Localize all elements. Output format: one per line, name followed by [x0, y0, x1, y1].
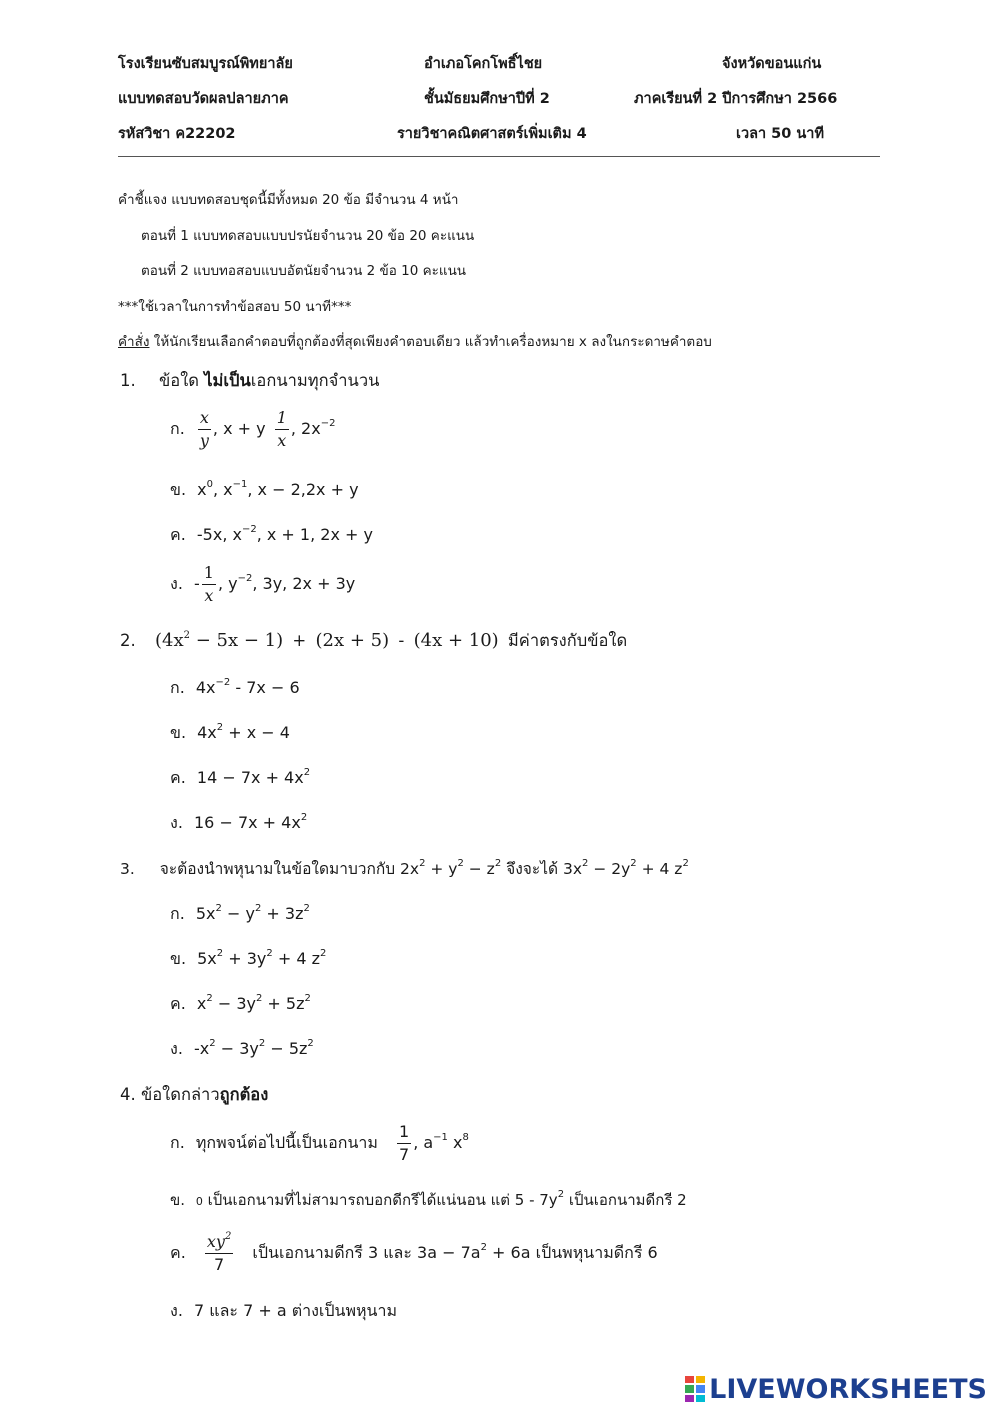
option-label: ก. [170, 904, 185, 923]
math-expression: (2x + 5) [315, 630, 390, 651]
exponent: 2 [255, 993, 263, 1004]
option-text: x [197, 480, 207, 499]
option-label: ง. [170, 1039, 183, 1058]
option-text: - 7x − 6 [230, 678, 300, 697]
option-label: ง. [170, 574, 183, 593]
exponent: 2 [304, 993, 311, 1004]
option-text: + 4 z [272, 949, 321, 968]
exponent: 2 [216, 948, 224, 959]
option-text: 0 [195, 1195, 203, 1208]
exponent: 2 [303, 767, 311, 778]
numerator: 1 [397, 1124, 411, 1144]
command-label: คำสั่ง [118, 334, 150, 350]
option-text: , x − 2,2x + y [247, 480, 359, 499]
option-text: x [447, 1133, 463, 1152]
exponent: 2 [215, 903, 222, 914]
fraction [202, 565, 216, 604]
province: จังหวัดขอนแก่น [722, 56, 822, 72]
q2-option-c[interactable] [170, 766, 310, 791]
course-code: รหัสวิชา ค22202 [118, 126, 236, 142]
question-text: + 4 z [636, 860, 683, 878]
q1-option-a[interactable] [170, 410, 335, 449]
question-4 [120, 1082, 268, 1108]
instruction-line-2: ตอนที่ 1 แบบทดสอบแบบปรนัยจำนวน 20 ข้อ 20 คะแนน [141, 228, 475, 244]
question-2 [120, 628, 627, 654]
semester: ภาคเรียนที่ 2 ปีการศึกษา 2566 [634, 91, 838, 107]
question-3 [120, 856, 689, 881]
exponent: 2 [224, 1231, 232, 1242]
exponent: 2 [183, 630, 191, 641]
expr-part: (4x [155, 630, 184, 651]
exponent: −1 [433, 1132, 448, 1143]
math-expression [155, 630, 283, 651]
numerator-text: xy [206, 1232, 225, 1251]
q4-option-c[interactable] [170, 1231, 658, 1274]
option-label: ก. [170, 419, 185, 438]
exponent: −2 [237, 573, 253, 584]
q2-option-b[interactable] [170, 721, 290, 746]
exponent: 2 [557, 1189, 565, 1200]
option-text: + x − 4 [223, 723, 290, 742]
question-emphasis: ไม่เป็น [204, 371, 251, 390]
exponent: −1 [232, 479, 248, 490]
plus-sign: + [292, 631, 307, 650]
exponent: 2 [582, 858, 589, 869]
option-text: เป็นเอกนามดีกรี 3 และ 3a − 7a [252, 1243, 481, 1262]
q1-option-d[interactable] [170, 565, 355, 604]
exponent: 2 [457, 858, 464, 869]
exponent: 2 [682, 858, 689, 869]
option-text: − 5z [265, 1039, 308, 1058]
question-text: เอกนามทุกจำนวน [250, 371, 380, 390]
question-emphasis: ถูกต้อง [219, 1085, 269, 1104]
district: อำเภอโคกโพธิ์ไชย [424, 56, 543, 72]
exponent: 2 [216, 722, 224, 733]
exponent: −2 [320, 418, 336, 429]
q2-option-d[interactable] [170, 811, 307, 836]
command-text: ให้นักเรียนเลือกคำตอบที่ถูกต้องที่สุดเพียงคำตอบเดียว แล้วทำเครื่องหมาย x ลงในกระดาษคำตอบ [149, 334, 712, 350]
q3-option-b[interactable] [170, 947, 326, 972]
option-label: ค. [170, 768, 186, 787]
exponent: 2 [258, 1038, 266, 1049]
question-number: 1. [120, 371, 136, 390]
question-text: + y [425, 860, 458, 878]
exponent: 2 [307, 1038, 314, 1049]
exponent: 2 [419, 858, 426, 869]
exponent: 0 [206, 479, 213, 490]
q3-option-a[interactable] [170, 902, 310, 927]
fraction [275, 410, 289, 449]
option-text: -x [194, 1039, 210, 1058]
option-text: + 3y [223, 949, 267, 968]
option-text: − 3y [212, 994, 256, 1013]
option-text: 14 − 7x + 4x [196, 768, 304, 787]
liveworksheets-logo [685, 1373, 987, 1405]
option-text: เป็นเอกนามดีกรี 2 [564, 1191, 687, 1209]
exponent: 2 [303, 903, 310, 914]
minus-sign: - [398, 631, 405, 650]
option-label: ง. [170, 813, 183, 832]
exponent: 2 [266, 948, 273, 959]
question-text: มีค่าตรงกับข้อใด [507, 631, 628, 650]
option-label: ข. [170, 1191, 186, 1209]
question-number: 3. [120, 860, 135, 878]
option-label: ค. [170, 994, 186, 1013]
logo-mark-icon [685, 1376, 705, 1402]
school-name: โรงเรียนซับสมบูรณ์พิทยาลัย [118, 56, 293, 72]
q1-option-c[interactable] [170, 523, 373, 548]
option-text: 7 และ 7 + a ต่างเป็นพหุนาม [194, 1301, 398, 1320]
option-text: , x + y [212, 419, 266, 438]
option-label: ค. [170, 525, 186, 544]
option-label: ง. [170, 1301, 183, 1320]
option-text: − 3y [215, 1039, 259, 1058]
q1-option-b[interactable] [170, 478, 359, 503]
exponent: 2 [630, 858, 637, 869]
option-label: ข. [170, 949, 187, 968]
option-text: x [196, 994, 207, 1013]
instruction-line-1: คำชี้แจง แบบทดสอบชุดนี้มีทั้งหมด 20 ข้อ มีจำนวน 4 หน้า [118, 192, 459, 208]
option-text: , a [413, 1133, 434, 1152]
question-text: 4. ข้อใดกล่าว [120, 1085, 220, 1104]
denominator: x [204, 586, 214, 605]
math-expression: (4x + 10) [413, 630, 499, 651]
question-1 [120, 368, 379, 394]
option-text: ทุกพจน์ต่อไปนี้เป็นเอกนาม [195, 1133, 378, 1152]
expr-part: − 5x − 1) [190, 630, 284, 651]
numerator [205, 1231, 233, 1254]
command-line [118, 330, 712, 352]
option-text: 4x [197, 723, 217, 742]
fraction [205, 1231, 233, 1274]
exponent: 2 [320, 948, 327, 959]
option-label: ข. [170, 480, 187, 499]
option-label: ก. [170, 1133, 185, 1152]
option-label: ค. [170, 1243, 186, 1262]
denominator: 7 [214, 1255, 225, 1274]
time-limit: เวลา 50 นาที [736, 126, 825, 142]
exam-title: แบบทดสอบวัดผลปลายภาค [118, 91, 289, 107]
instruction-line-3: ตอนที่ 2 แบบทอสอบแบบอัตนัยจำนวน 2 ข้อ 10 คะแนน [141, 263, 467, 279]
exponent: 8 [462, 1132, 469, 1143]
q4-option-b[interactable] [170, 1188, 687, 1212]
denominator: x [277, 431, 287, 450]
fraction [198, 410, 211, 449]
option-text: 5x [197, 949, 217, 968]
option-text: , x + 1, 2x + y [256, 525, 373, 544]
exponent: 2 [480, 1242, 487, 1253]
course-name: รายวิชาคณิตศาสตร์เพิ่มเติม 4 [397, 126, 587, 142]
option-text: เป็นเอกนามที่ไม่สามารถบอกดีกรีได้แน่นอน แต่ 5 - 7y [202, 1191, 558, 1209]
numerator: 1 [275, 410, 289, 430]
option-text: 5x [195, 904, 216, 923]
option-text: 16 − 7x + 4x [194, 813, 301, 832]
option-text: , x [212, 480, 233, 499]
option-label: ก. [170, 678, 185, 697]
question-text: ข้อใด [159, 371, 205, 390]
option-text: + 3z [261, 904, 304, 923]
numerator: x [198, 410, 211, 430]
question-text: − 2y [588, 860, 631, 878]
exponent: 2 [494, 858, 502, 869]
q3-option-d[interactable] [170, 1037, 314, 1062]
question-number: 2. [120, 631, 136, 650]
denominator: 7 [399, 1145, 410, 1164]
denominator: y [199, 431, 209, 450]
option-text: , 2x [290, 419, 321, 438]
q3-option-c[interactable] [170, 992, 311, 1017]
option-label: ข. [170, 723, 187, 742]
q4-option-a[interactable] [170, 1124, 469, 1163]
q4-option-d[interactable] [170, 1299, 397, 1324]
header-divider [118, 156, 880, 157]
numerator: 1 [202, 565, 216, 585]
instruction-line-4: ***ใช้เวลาในการทำข้อสอบ 50 นาที*** [118, 299, 352, 315]
exponent: 2 [300, 812, 308, 823]
exponent: 2 [206, 993, 213, 1004]
q2-option-a[interactable] [170, 676, 300, 701]
option-text: , 3y, 2x + 3y [252, 574, 356, 593]
minus-sign: - [194, 574, 200, 593]
exponent: 2 [254, 903, 262, 914]
option-text: + 5z [262, 994, 305, 1013]
option-text: 4x [195, 678, 216, 697]
option-text: , y [217, 574, 238, 593]
question-text: − z [463, 860, 495, 878]
logo-text: LIVEWORKSHEETS [709, 1373, 987, 1405]
grade-level: ชั้นมัธยมศึกษาปีที่ 2 [424, 91, 550, 107]
exponent: 2 [209, 1038, 216, 1049]
exponent: −2 [215, 677, 231, 688]
option-text: + 6a เป็นพหุนามดีกรี 6 [486, 1243, 658, 1262]
fraction [397, 1124, 411, 1163]
exponent: −2 [241, 524, 257, 535]
question-text: จึงจะได้ 3x [501, 860, 583, 878]
option-text: − y [221, 904, 255, 923]
option-text: -5x, x [196, 525, 242, 544]
question-text: จะต้องนำพหุนามในข้อใดมาบวกกับ 2x [159, 860, 420, 878]
